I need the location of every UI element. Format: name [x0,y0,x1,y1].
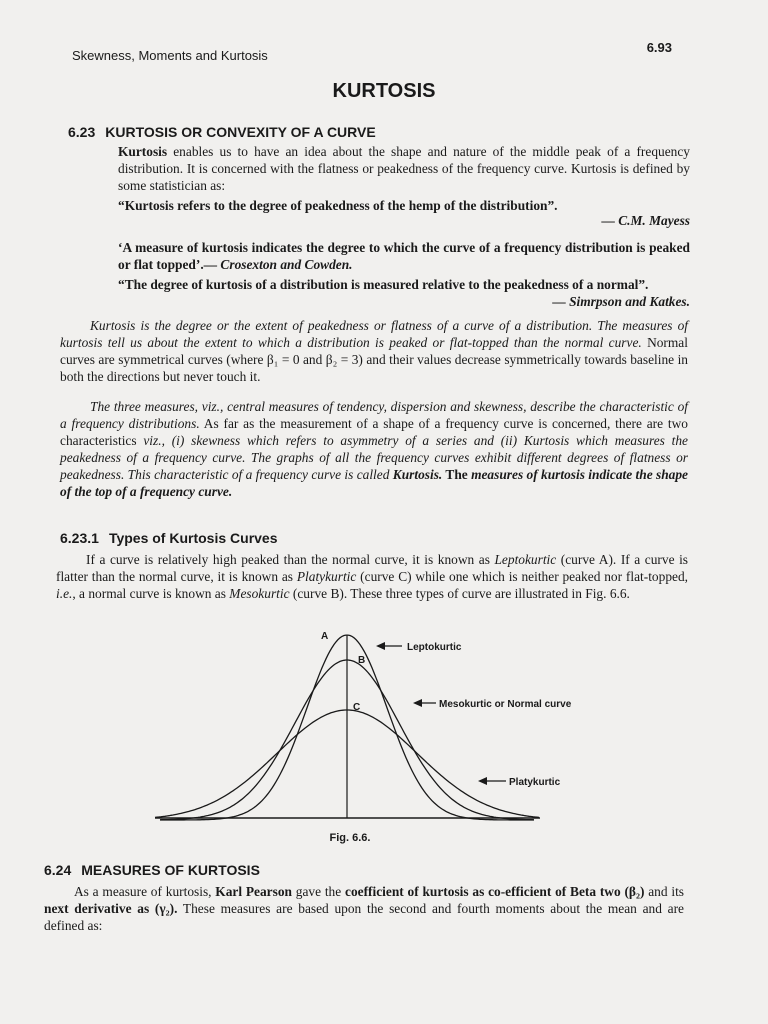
paragraph-2-a: The three measures, viz., central measures of tendency, dispersion and skewness, describe the characteristic of a frequency distributions. [60,399,688,431]
quote-3: “The degree of kurtosis of a distribution is measured relative to the peakedness of a normal”. [118,277,649,292]
types-text-e: (curve C) while one which is neither peaked nor flat-topped, [356,569,688,584]
figure-caption: Fig. 6.6. [329,832,371,844]
quote-2-attribution: Crosexton and Cowden. [217,257,353,272]
section-title: MEASURES OF KURTOSIS [81,862,260,878]
section-title: KURTOSIS OR CONVEXITY OF A CURVE [105,124,376,140]
mesokurtic-term: Mesokurtic [229,586,290,601]
leptokurtic-label: Leptokurtic [407,642,462,653]
section-number: 6.23 [68,124,96,140]
paragraph-2-d: Kurtosis. [392,467,443,482]
types-text-a: If a curve is relatively high peaked than the normal curve, it is known as [86,552,495,567]
kurtosis-curves-figure [140,625,620,825]
section-6-23-1-heading [60,530,278,546]
measures-text-e: and its [644,884,685,899]
types-paragraph [56,551,688,602]
gamma-two-term: next derivative as (γ₂). [44,901,178,916]
quote-1: “Kurtosis refers to the degree of peakedness of the hemp of the distribution”. [118,198,558,213]
quote-3-attribution: — Simrpson and Katkes. [552,294,690,309]
mesokurtic-arrow [413,699,436,707]
platykurtic-label: Platykurtic [509,777,561,788]
subsection-number: 6.23.1 [60,530,99,546]
section-6-23-intro [118,143,690,194]
page-number: 6.93 [646,40,672,55]
three-measures-paragraph [60,398,688,500]
subsection-title: Types of Kurtosis Curves [108,530,278,546]
types-text-i: (curve B). These three types of curve are illustrated in Fig. 6.6. [289,586,630,601]
karl-pearson-term: Karl Pearson [215,884,292,899]
paragraph-1-italic: Kurtosis is the degree or the extent of peakedness or flatness of a curve of a distribution. The measures of kurtosis tell us about the extent to which a distribution is peaked or flat-topped than the normal curve. [60,318,688,350]
measures-text-c: gave the [291,884,345,899]
quote-2-text: ‘A measure of kurtosis indicates the degree to which the curve of a frequency distribution is peaked or flat topped’.— [118,240,690,272]
section-6-23-heading [68,124,376,140]
paragraph-2-c: viz., (i) skewness which refers to asymmetry of a series and (ii) Kurtosis which measures the peakedness of a frequency curve. The graphs of all the frequency curves exhibit different degrees of flatness or peakedness. This characteristic of a frequency curve is called [60,433,688,482]
paragraph-1-text: Normal curves are symmetrical curves (where β₁ = 0 and β₂ = 3) and their values decrease symmetrically towards baseline in both the directions but never touch it. [60,335,688,384]
section-number: 6.24 [44,862,72,878]
platykurtic-arrow [478,777,506,785]
chapter-title: KURTOSIS [332,80,436,102]
quote-1-attribution: — C.M. Mayess [601,213,690,228]
measures-text-g: These measures are based upon the second and fourth moments about the mean and are defined as: [44,901,684,933]
curve-b-label: B [358,655,366,666]
platykurtic-term: Platykurtic [296,569,357,584]
paragraph-2-e: The [442,467,472,482]
beta-two-term: coefficient of kurtosis as co-efficient of Beta two (β₂) [345,884,645,899]
kurtosis-term: Kurtosis [118,144,168,159]
section-6-24-heading [44,862,260,878]
paragraph-2-b: As far as the measurement of a shape of a frequency curve is concerned, there are two characteristics [60,416,688,448]
intro-text: enables us to have an idea about the shape and nature of the middle peak of a frequency distribution. It is concerned with the flatness or peakedness of the frequency curve. Kurtosis is defined by some statistician as: [118,144,690,193]
leptokurtic-term: Leptokurtic [494,552,557,567]
measures-paragraph [44,883,684,934]
types-text-g: , a normal curve is known as [72,586,230,601]
mesokurtic-label: Mesokurtic or Normal curve [439,699,572,710]
types-text-c: (curve A). If a curve is flatter than the normal curve, it is known as [56,552,688,584]
kurtosis-definition-paragraph [60,317,688,385]
measures-text-a: As a measure of kurtosis, [74,884,216,899]
curve-a-label: A [321,631,329,642]
quote-2 [118,239,690,273]
paragraph-2-f: measures of kurtosis indicate the shape of the top of a frequency curve. [60,467,688,499]
leptokurtic-arrow [376,642,402,650]
running-head: Skewness, Moments and Kurtosis [72,48,268,63]
curve-c-label: C [353,702,361,713]
ie-term: i.e. [56,586,73,601]
